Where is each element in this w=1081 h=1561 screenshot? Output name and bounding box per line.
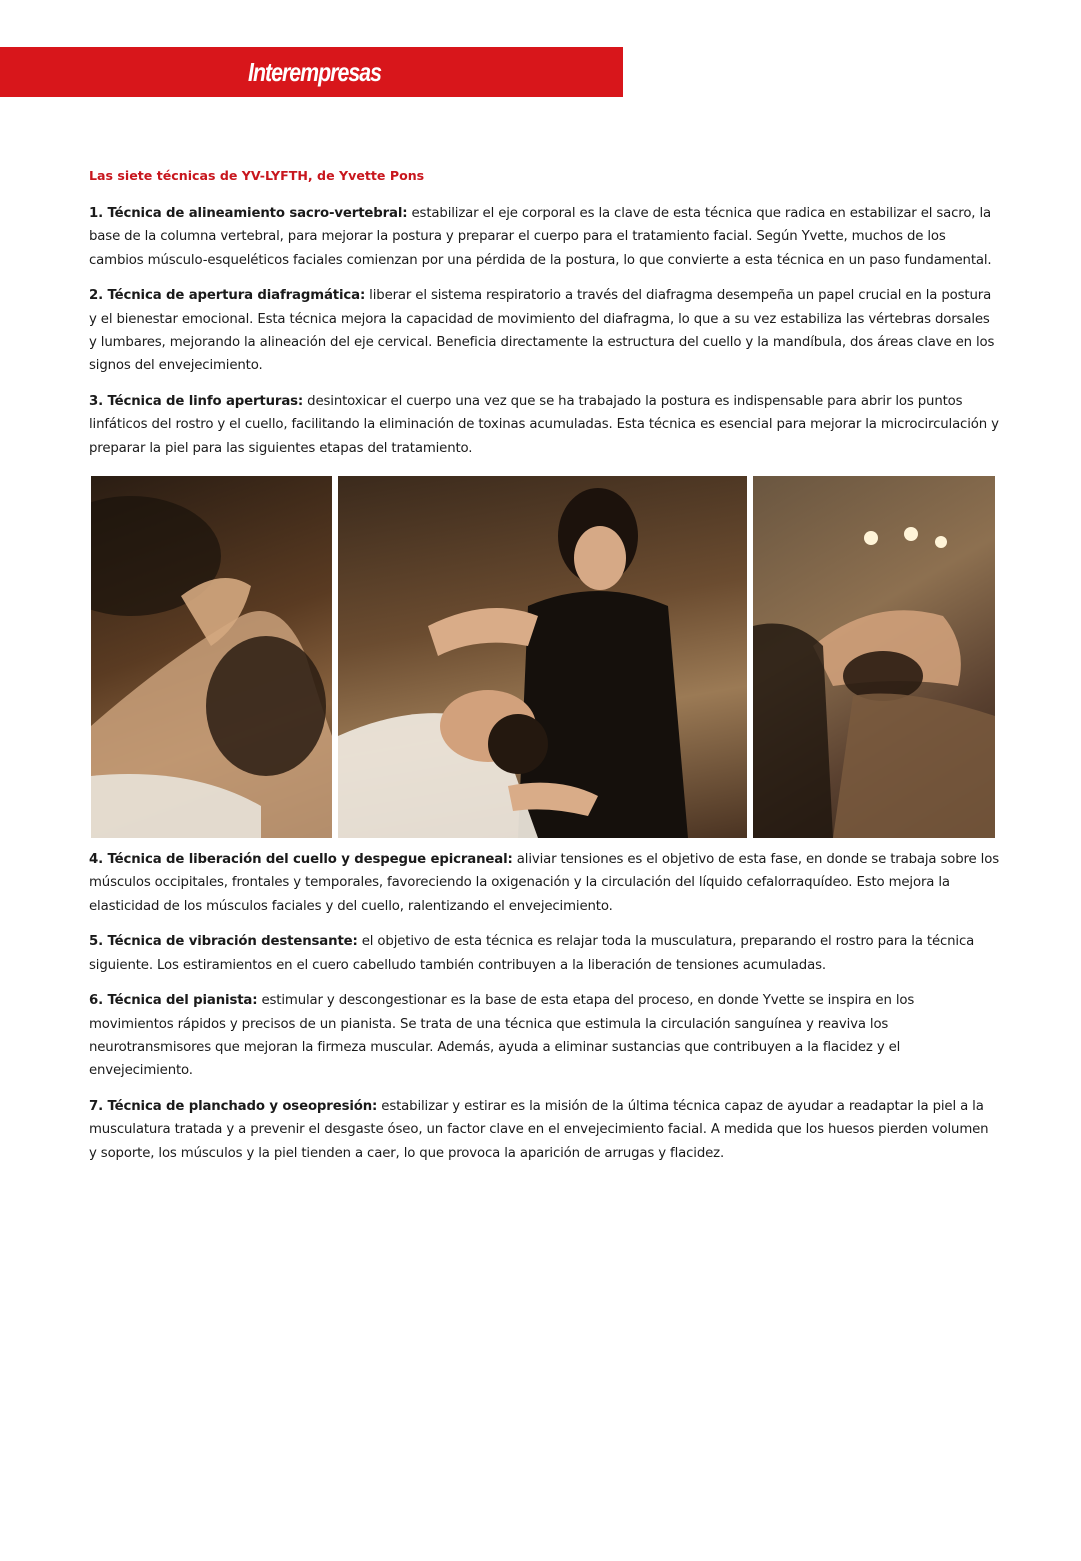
technique-paragraph-2 [89, 284, 999, 378]
section-heading: Las siete técnicas de YV-LYFTH, de Yvette Pons [89, 168, 425, 183]
technique-body-6: estimular y descongestionar es la base de esta etapa del proceso, en donde Yvette se inspira en los movimientos rápidos y precisos de un pianista. Se trata de una técnica que estimula la circulación sanguínea y reaviva los neurotransmisores que mejoran la firmeza muscular. Además, ayuda a eliminar sustancias que contribuyen a la flacidez y el envejecimiento. [89, 993, 915, 1079]
technique-paragraph-5 [89, 930, 999, 977]
photo-neck-massage [753, 476, 995, 838]
technique-body-5: el objetivo de esta técnica es relajar toda la musculatura, preparando el rostro para la técnica siguiente. Los estiramientos en el cuero cabelludo también contribuyen a la liberación de tensiones acumuladas. [89, 934, 975, 973]
technique-body-4: aliviar tensiones es el objetivo de esta fase, en donde se trabaja sobre los músculos occipitales, frontales y temporales, favoreciendo la oxigenación y la circulación del líquido cefalorraquídeo. Esto mejora la elasticidad de los músculos faciales y del cuello, ralentizando el envejecimiento. [89, 852, 999, 914]
article-content [89, 167, 999, 1177]
technique-paragraph-3 [89, 390, 999, 460]
technique-title-6: 6. Técnica del pianista: [89, 993, 258, 1009]
technique-body-7: estabilizar y estirar es la misión de la última técnica capaz de ayudar a readaptar la piel a la musculatura tratada y a prevenir el desgaste óseo, un factor clave en el envejecimiento facial. A medida que los huesos pierden volumen y soporte, los músculos y la piel tienden a caer, lo que provoca la aparición de arrugas y flacidez. [89, 1098, 989, 1161]
technique-title-3: 3. Técnica de linfo aperturas: [89, 393, 304, 409]
photo-facial-massage [91, 476, 332, 838]
technique-title-1: 1. Técnica de alineamiento sacro-vertebral: [89, 206, 408, 221]
photo-therapist-treatment [338, 476, 747, 838]
technique-body-1: estabilizar el eje corporal es la clave de esta técnica que radica en estabilizar el sacro, la base de la columna vertebral, para mejorar la postura y preparar el cuerpo para el tratamiento facial. Según Yvette, muchos de los cambios músculo-esqueléticos faciales comienzan por una pérdida de la postura, lo que convierte a esta técnica en un paso fundamental. [89, 206, 992, 268]
technique-body-3: desintoxicar el cuerpo una vez que se ha trabajado la postura es indispensable para abrir los puntos linfáticos del rostro y el cuello, facilitando la eliminación de toxinas acumuladas. Esta técnica es esencial para mejorar la microcirculación y preparar la piel para las siguientes etapas del tratamiento. [89, 393, 999, 456]
technique-paragraph-1 [89, 202, 999, 272]
brand-logo[interactable]: Interempresas [248, 57, 381, 87]
header-brand-bar [0, 47, 623, 97]
technique-title-7: 7. Técnica de planchado y oseopresión: [89, 1098, 378, 1114]
technique-title-2: 2. Técnica de apertura diafragmática: [89, 288, 366, 304]
technique-paragraph-4 [89, 848, 999, 918]
technique-paragraph-6 [89, 989, 999, 1083]
technique-body-2: liberar el sistema respiratorio a través del diafragma desempeña un papel crucial en la postura y el bienestar emocional. Esta técnica mejora la capacidad de movimiento del diafragma, lo que a su vez estabiliza las vértebras dorsales y lumbares, mejorando la alineación del eje cervical. Beneficia directamente la estructura del cuello y la mandíbula, dos áreas clave en los signos del envejecimiento. [89, 288, 995, 374]
technique-paragraph-7 [89, 1095, 999, 1165]
technique-title-4: 4. Técnica de liberación del cuello y despegue epicraneal: [89, 852, 513, 868]
photo-strip [91, 476, 996, 838]
technique-title-5: 5. Técnica de vibración destensante: [89, 934, 358, 950]
